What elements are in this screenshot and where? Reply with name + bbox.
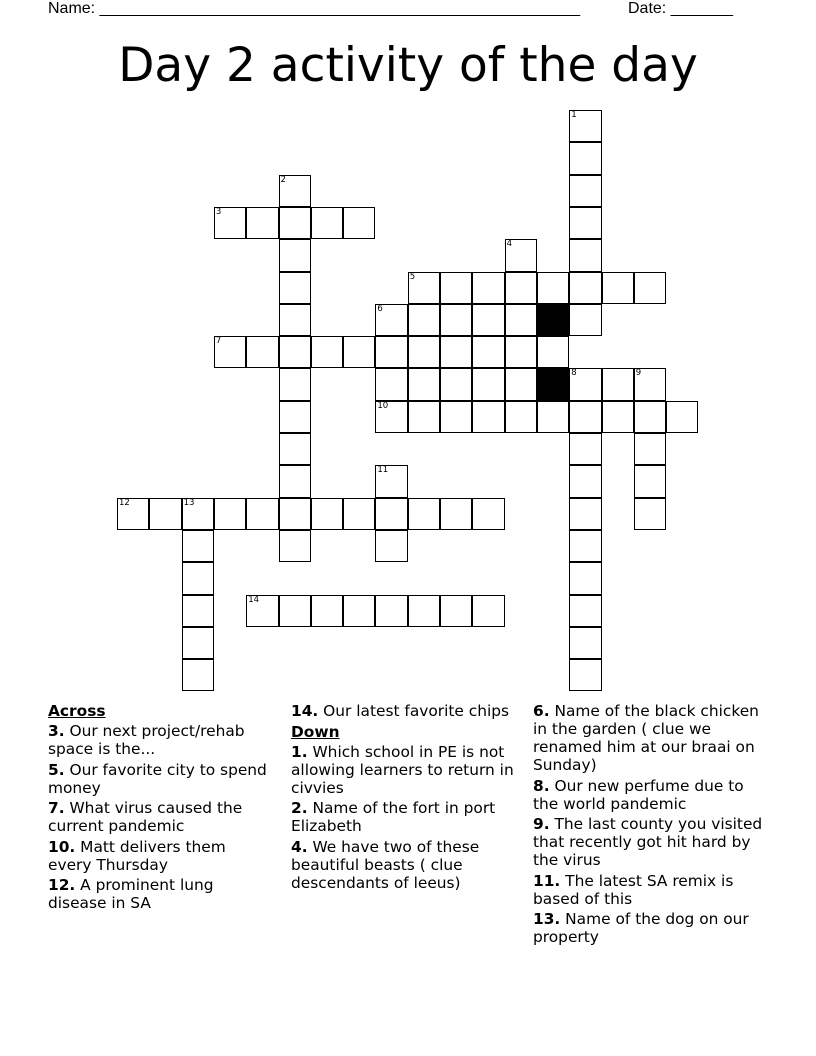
grid-cell[interactable] xyxy=(408,368,440,400)
grid-cell[interactable] xyxy=(408,304,440,336)
grid-cell[interactable] xyxy=(440,595,472,627)
grid-cell[interactable] xyxy=(279,595,311,627)
grid-cell[interactable] xyxy=(569,304,601,336)
grid-cell[interactable] xyxy=(279,465,311,497)
blocked-cell xyxy=(537,368,569,400)
clue-text: Our latest favorite chips xyxy=(323,702,510,720)
grid-cell[interactable] xyxy=(279,175,311,207)
grid-cell[interactable] xyxy=(505,401,537,433)
grid-cell[interactable] xyxy=(505,304,537,336)
clues-column-3 xyxy=(533,702,768,949)
clue-text: Which school in PE is not allowing learners to return in civvies xyxy=(291,742,514,797)
grid-cell[interactable] xyxy=(182,498,214,530)
cell-number: 11 xyxy=(377,465,389,476)
grid-cell[interactable] xyxy=(472,368,504,400)
grid-cell[interactable] xyxy=(537,336,569,368)
cell-number: 4 xyxy=(506,239,513,250)
clue-text: Name of the dog on our property xyxy=(533,910,749,946)
clue-across-12 xyxy=(48,876,273,912)
clue-number: 5. xyxy=(48,760,65,779)
grid-cell[interactable] xyxy=(246,207,278,239)
clues-column-1 xyxy=(48,702,273,915)
grid-cell[interactable] xyxy=(408,595,440,627)
grid-cell[interactable] xyxy=(149,498,181,530)
clue-down-4 xyxy=(291,838,516,892)
grid-cell[interactable] xyxy=(343,498,375,530)
grid-cell[interactable] xyxy=(634,401,666,433)
grid-cell[interactable] xyxy=(537,401,569,433)
grid-cell[interactable] xyxy=(440,304,472,336)
grid-cell[interactable] xyxy=(569,433,601,465)
grid-cell[interactable] xyxy=(311,595,343,627)
clue-text: The latest SA remix is based of this xyxy=(533,871,734,908)
grid-cell[interactable] xyxy=(569,207,601,239)
grid-cell[interactable] xyxy=(279,336,311,368)
clue-number: 6. xyxy=(533,702,550,720)
clue-down-11 xyxy=(533,872,768,908)
grid-cell[interactable] xyxy=(537,272,569,304)
clues-column-2 xyxy=(291,702,516,894)
grid-cell[interactable] xyxy=(279,207,311,239)
clue-down-2 xyxy=(291,799,516,835)
grid-cell[interactable] xyxy=(569,627,601,659)
grid-cell[interactable] xyxy=(602,401,634,433)
grid-cell[interactable] xyxy=(569,562,601,594)
grid-cell[interactable] xyxy=(472,595,504,627)
grid-cell[interactable] xyxy=(569,530,601,562)
grid-cell[interactable] xyxy=(375,304,407,336)
clue-text: Our favorite city to spend money xyxy=(48,760,267,797)
grid-cell[interactable] xyxy=(375,336,407,368)
clue-text: A prominent lung disease in SA xyxy=(48,876,214,912)
grid-cell[interactable] xyxy=(375,401,407,433)
grid-cell[interactable] xyxy=(569,272,601,304)
grid-cell[interactable] xyxy=(279,498,311,530)
grid-cell[interactable] xyxy=(440,272,472,304)
cell-number: 8 xyxy=(571,368,577,379)
cell-number: 5 xyxy=(409,271,416,282)
down-heading: Down xyxy=(291,722,340,741)
grid-cell[interactable] xyxy=(182,530,214,562)
grid-cell[interactable] xyxy=(472,336,504,368)
grid-cell[interactable] xyxy=(279,530,311,562)
grid-cell[interactable] xyxy=(569,142,601,174)
grid-cell[interactable] xyxy=(375,530,407,562)
cell-number: 6 xyxy=(377,303,383,314)
clue-down-6 xyxy=(533,702,768,774)
grid-cell[interactable] xyxy=(634,272,666,304)
clue-number: 14. xyxy=(291,702,319,720)
grid-cell[interactable] xyxy=(182,562,214,594)
clue-number: 13. xyxy=(533,910,561,928)
grid-cell[interactable] xyxy=(634,433,666,465)
clue-text: Matt delivers them every Thursday xyxy=(48,837,226,874)
grid-cell[interactable] xyxy=(182,627,214,659)
clue-number: 4. xyxy=(291,837,308,856)
grid-cell[interactable] xyxy=(246,595,278,627)
grid-cell[interactable] xyxy=(375,368,407,400)
cell-number: 2 xyxy=(280,174,286,185)
grid-cell[interactable] xyxy=(569,401,601,433)
cell-number: 1 xyxy=(571,110,577,120)
grid-cell[interactable] xyxy=(375,465,407,497)
grid-cell[interactable] xyxy=(279,368,311,400)
grid-cell[interactable] xyxy=(311,498,343,530)
grid-cell[interactable] xyxy=(343,336,375,368)
clue-number: 8. xyxy=(533,776,550,795)
clue-text: We have two of these beautiful beasts ( clue descendants of leeus) xyxy=(291,837,480,892)
clue-number: 10. xyxy=(48,837,76,856)
clue-down-13 xyxy=(533,910,768,946)
grid-cell[interactable] xyxy=(569,595,601,627)
grid-cell[interactable] xyxy=(182,595,214,627)
grid-cell[interactable] xyxy=(440,498,472,530)
grid-cell[interactable] xyxy=(440,336,472,368)
grid-cell[interactable] xyxy=(279,401,311,433)
cell-number: 9 xyxy=(635,368,642,379)
clue-number: 3. xyxy=(48,722,65,740)
grid-cell[interactable] xyxy=(472,304,504,336)
cell-number: 7 xyxy=(215,336,222,347)
grid-cell[interactable] xyxy=(569,659,601,691)
blocked-cell xyxy=(537,304,569,336)
clue-text: Name of the fort in port Elizabeth xyxy=(291,799,496,835)
grid-cell[interactable] xyxy=(214,336,246,368)
clue-across-10 xyxy=(48,838,273,874)
grid-cell[interactable] xyxy=(311,336,343,368)
name-field-label[interactable]: Name: ______________________________________________________ xyxy=(48,0,581,17)
clue-across-3 xyxy=(48,722,273,758)
grid-cell[interactable] xyxy=(634,498,666,530)
grid-cell[interactable] xyxy=(602,368,634,400)
grid-cell[interactable] xyxy=(505,272,537,304)
clue-across-7 xyxy=(48,799,273,835)
grid-cell[interactable] xyxy=(569,175,601,207)
grid-cell[interactable] xyxy=(279,272,311,304)
clue-text: Our next project/rehab space is the... xyxy=(48,722,245,758)
grid-cell[interactable] xyxy=(375,595,407,627)
clue-down-8 xyxy=(533,777,768,813)
grid-cell[interactable] xyxy=(634,368,666,400)
grid-cell[interactable] xyxy=(408,336,440,368)
clue-number: 1. xyxy=(291,742,308,761)
clue-down-1 xyxy=(291,743,516,797)
clue-number: 2. xyxy=(291,799,308,817)
grid-cell[interactable] xyxy=(472,401,504,433)
grid-cell[interactable] xyxy=(214,498,246,530)
clue-text: The last county you visited that recently got hit hard by the virus xyxy=(533,815,763,869)
grid-cell[interactable] xyxy=(279,304,311,336)
cell-number: 3 xyxy=(215,206,222,217)
grid-cell[interactable] xyxy=(279,239,311,271)
clue-text: Our new perfume due to the world pandemic xyxy=(533,776,744,813)
cell-number: 13 xyxy=(183,497,195,508)
grid-cell[interactable] xyxy=(505,368,537,400)
cell-number: 14 xyxy=(248,594,260,605)
clue-number: 9. xyxy=(533,815,550,833)
grid-cell[interactable] xyxy=(602,272,634,304)
clue-number: 7. xyxy=(48,799,65,817)
grid-cell[interactable] xyxy=(408,498,440,530)
grid-cell[interactable] xyxy=(214,207,246,239)
grid-cell[interactable] xyxy=(569,498,601,530)
clue-text: What virus caused the current pandemic xyxy=(48,799,243,835)
clue-across-14 xyxy=(291,702,516,720)
grid-cell[interactable] xyxy=(440,401,472,433)
date-field-label[interactable]: Date: _______ xyxy=(628,0,733,17)
page-title: Day 2 activity of the day xyxy=(118,38,698,93)
grid-cell[interactable] xyxy=(666,401,698,433)
across-heading: Across xyxy=(48,702,106,720)
grid-cell[interactable] xyxy=(569,239,601,271)
grid-cell[interactable] xyxy=(117,498,149,530)
clue-number: 11. xyxy=(533,871,561,890)
grid-cell[interactable] xyxy=(569,368,601,400)
grid-cell[interactable] xyxy=(343,595,375,627)
clue-down-9 xyxy=(533,815,768,869)
clue-across-5 xyxy=(48,761,273,797)
grid-cell[interactable] xyxy=(408,401,440,433)
grid-cell[interactable] xyxy=(505,336,537,368)
grid-cell[interactable] xyxy=(375,498,407,530)
grid-cell[interactable] xyxy=(569,465,601,497)
grid-cell[interactable] xyxy=(634,465,666,497)
grid-cell[interactable] xyxy=(472,498,504,530)
clue-number: 12. xyxy=(48,876,76,894)
grid-cell[interactable] xyxy=(569,110,601,142)
clue-text: Name of the black chicken in the garden ( clue we renamed him at our braai on Sunday) xyxy=(533,702,759,774)
grid-cell[interactable] xyxy=(408,272,440,304)
grid-cell[interactable] xyxy=(246,336,278,368)
grid-cell[interactable] xyxy=(246,498,278,530)
grid-cell[interactable] xyxy=(182,659,214,691)
grid-cell[interactable] xyxy=(311,207,343,239)
cell-number: 10 xyxy=(377,400,389,411)
grid-cell[interactable] xyxy=(440,368,472,400)
grid-cell[interactable] xyxy=(343,207,375,239)
grid-cell[interactable] xyxy=(279,433,311,465)
grid-cell[interactable] xyxy=(505,239,537,271)
cell-number: 12 xyxy=(119,497,130,508)
grid-cell[interactable] xyxy=(472,272,504,304)
